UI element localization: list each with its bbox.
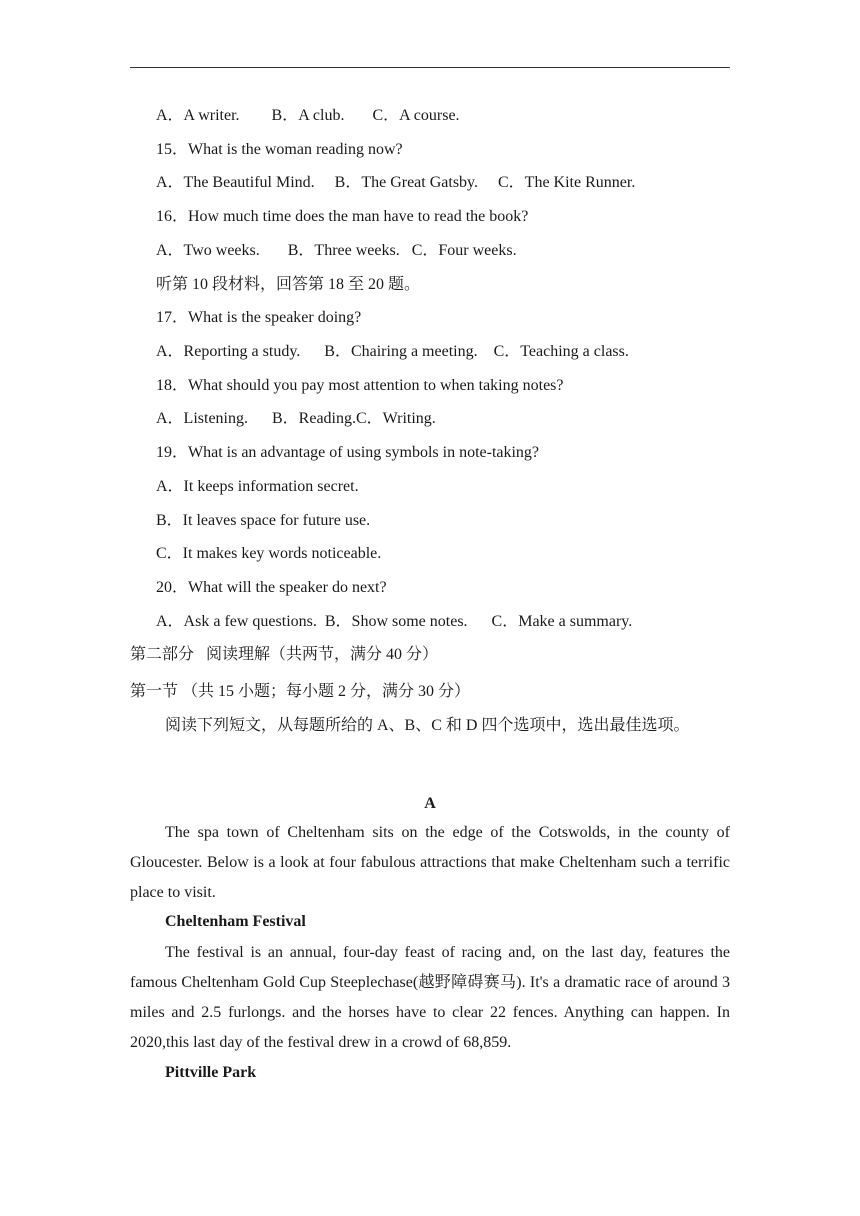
q19-option-c: C．It makes key words noticeable. xyxy=(156,545,382,562)
header-rule xyxy=(130,67,730,68)
section-one-title: 第一节 （共 15 小题；每小题 2 分，满分 30 分） xyxy=(130,683,471,700)
passage-intro: The spa town of Cheltenham sits on the edge of the Cotswolds, in the county of Gloucester. Below is a look at four fabulous attractions that make Cheltenham such a terrific place to visit. xyxy=(130,824,730,901)
part-two-title: 第二部分 阅读理解（共两节，满分 40 分） xyxy=(130,646,439,663)
paragraph-cheltenham-festival: The festival is an annual, four-day feast of racing and, on the last day, features the famous Cheltenham Gold Cup Steeplechase(越野障碍赛马). It's a dramatic race of around 3 miles and 2.5 furlongs. and the horses have to clear 22 fences. Anything can happen. In 2020,this last day of the festival drew in a crowd of 68,859. xyxy=(130,944,730,1051)
reading-instruction: 阅读下列短文，从每题所给的 A、B、C 和 D 四个选项中，选出最佳选项。 xyxy=(165,717,690,734)
heading-cheltenham-festival: Cheltenham Festival xyxy=(165,913,306,930)
q14-options: A．A writer. B．A club. C．A course. xyxy=(156,107,460,124)
q15-options: A．The Beautiful Mind. B．The Great Gatsby. C．The Kite Runner. xyxy=(156,174,636,191)
q18-options: A．Listening. B．Reading.C．Writing. xyxy=(156,410,436,427)
question-20: 20．What will the speaker do next? xyxy=(156,579,387,596)
question-19: 19．What is an advantage of using symbols in note-taking? xyxy=(156,444,540,461)
heading-pittville-park: Pittville Park xyxy=(165,1064,257,1081)
q19-option-b: B．It leaves space for future use. xyxy=(156,512,371,529)
question-17: 17．What is the speaker doing? xyxy=(156,309,362,326)
question-18: 18．What should you pay most attention to when taking notes? xyxy=(156,377,564,394)
question-16: 16．How much time does the man have to read the book? xyxy=(156,208,529,225)
q16-options: A．Two weeks. B．Three weeks. C．Four weeks. xyxy=(156,242,517,259)
passage-10-instruction: 听第 10 段材料，回答第 18 至 20 题。 xyxy=(156,276,421,293)
q20-options: A．Ask a few questions. B．Show some notes. C．Make a summary. xyxy=(156,613,633,630)
q17-options: A．Reporting a study. B．Chairing a meeting. C．Teaching a class. xyxy=(156,343,629,360)
passage-label: A xyxy=(424,795,436,812)
question-15: 15．What is the woman reading now? xyxy=(156,141,403,158)
q19-option-a: A．It keeps information secret. xyxy=(156,478,359,495)
